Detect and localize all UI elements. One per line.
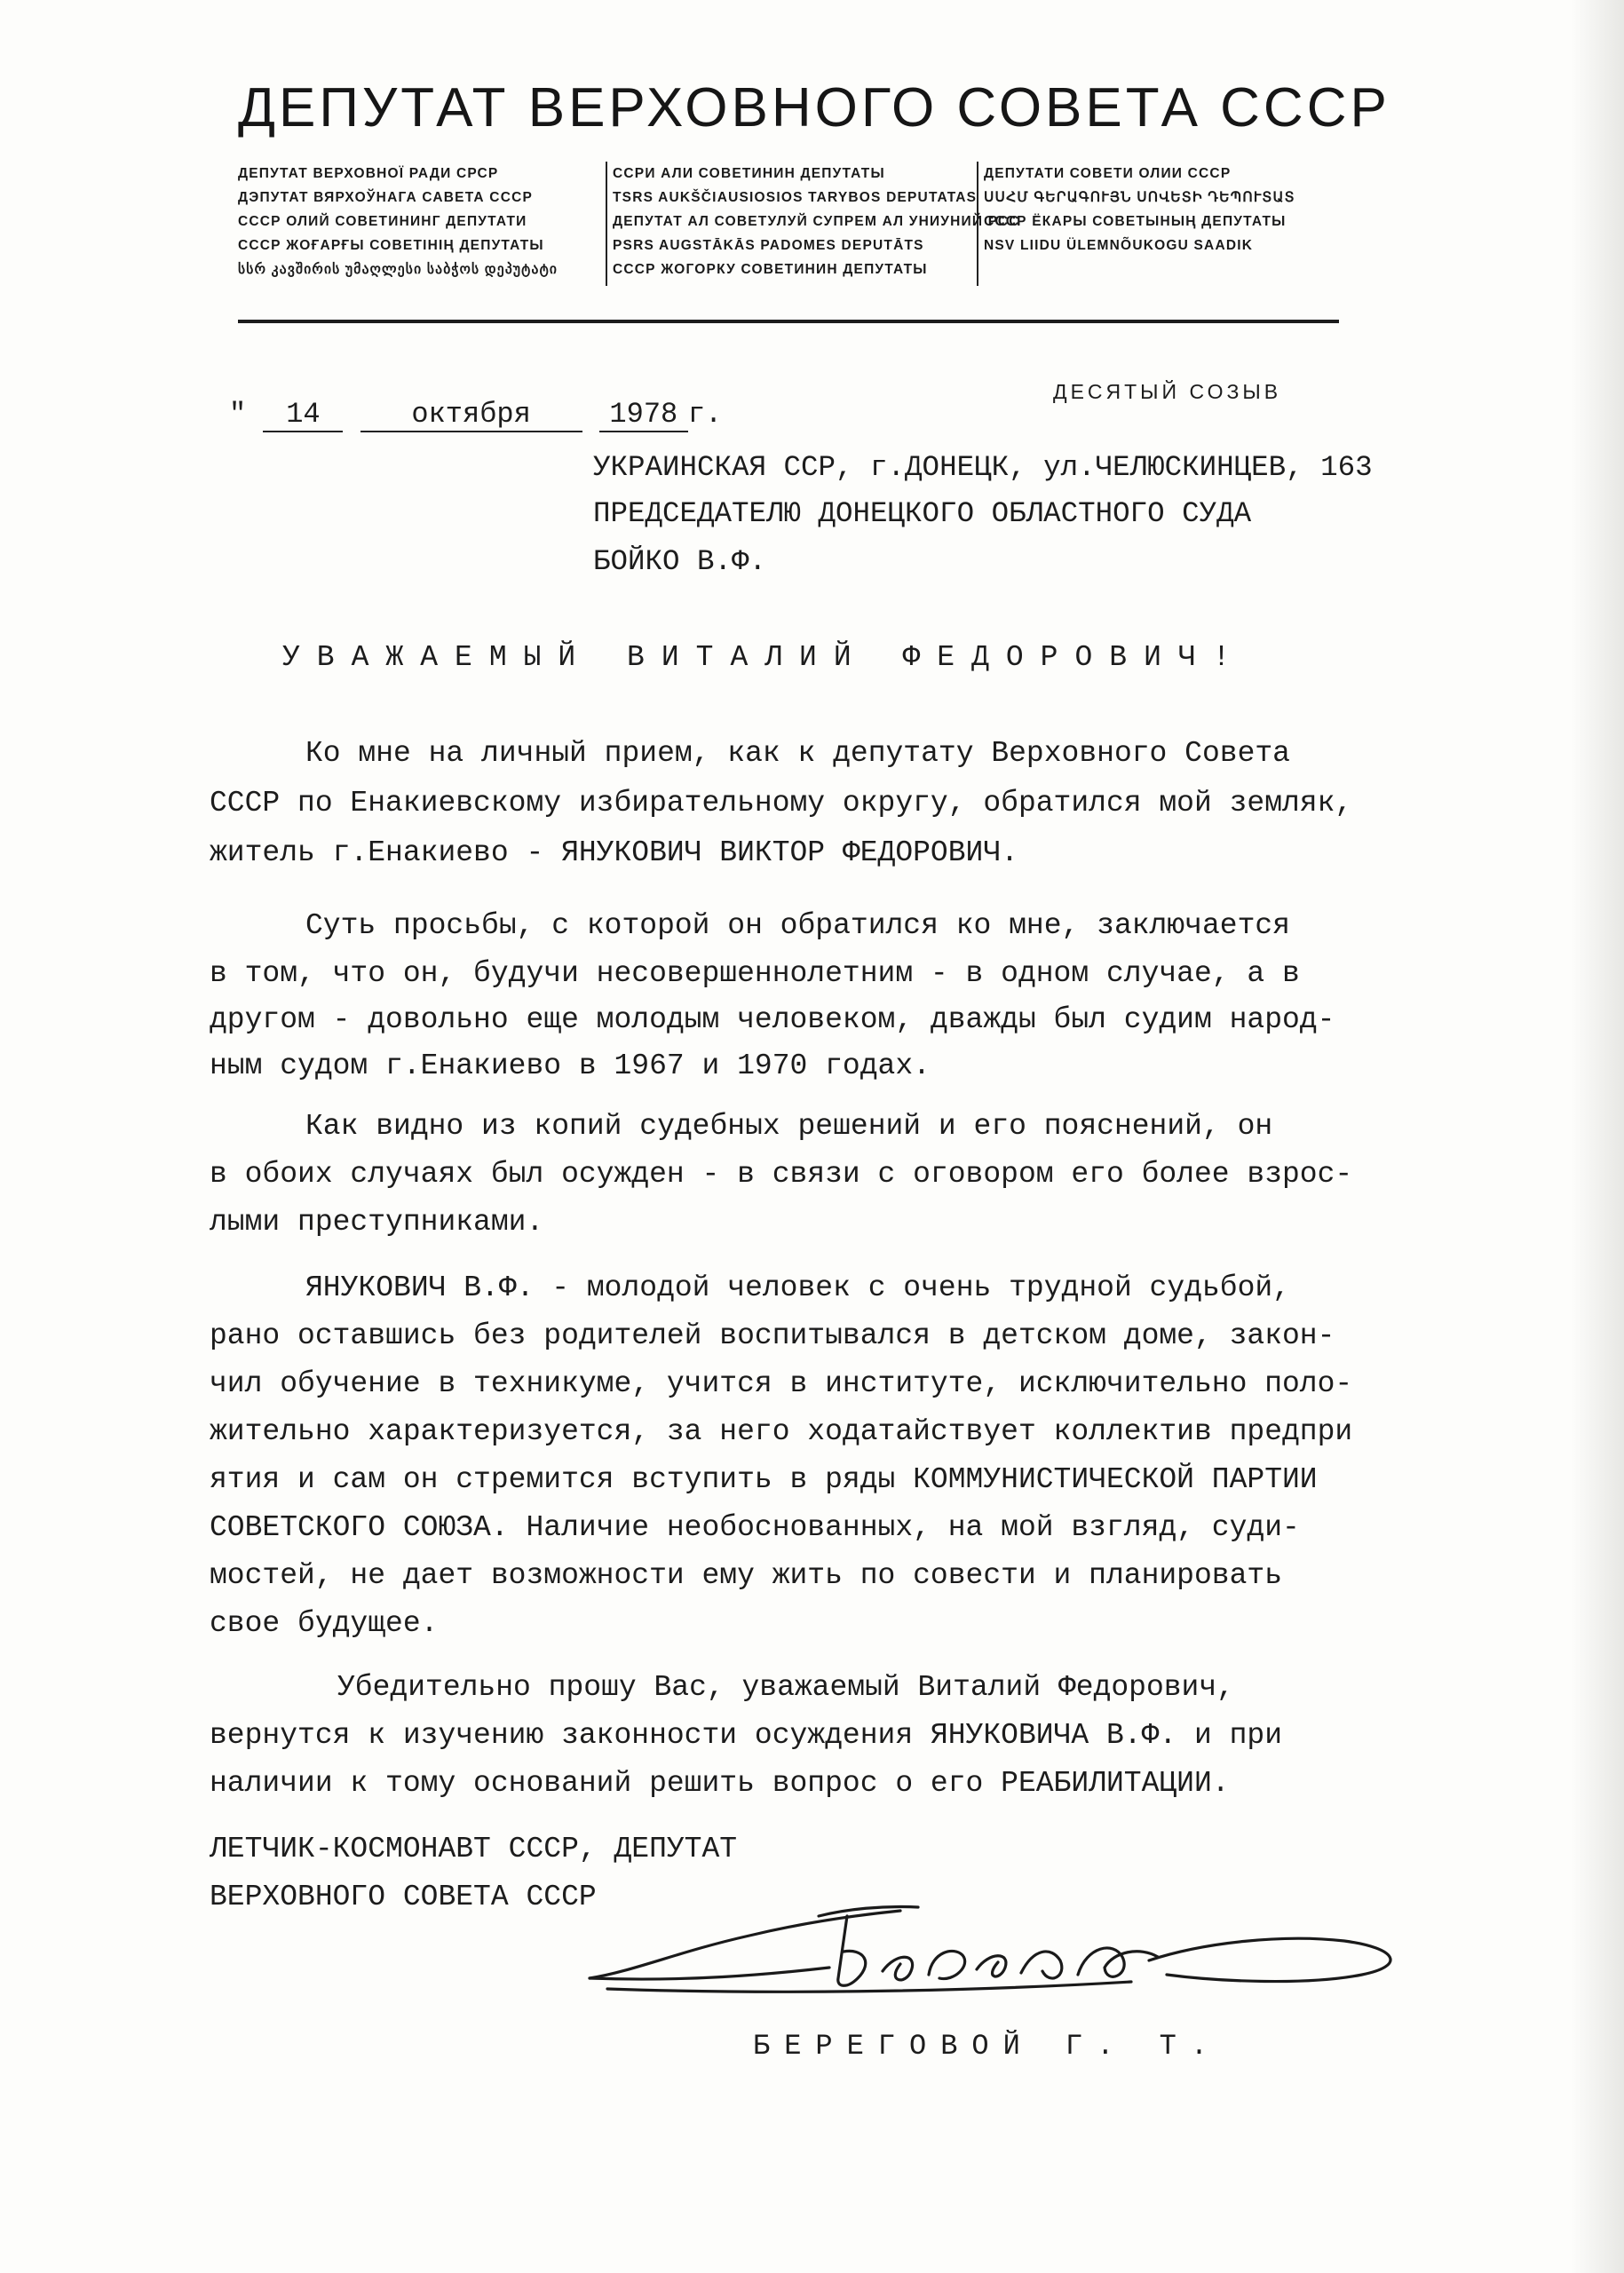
- letterhead-line: ДЕПУТАТ АЛ СОВЕТУЛУЙ СУПРЕМ АЛ УНИУНИЙ РСС: [613, 214, 1020, 229]
- body-line: в обоих случаях был осужден - в связи с оговором его более взрос-: [210, 1158, 1353, 1191]
- date-day: 14: [263, 398, 343, 432]
- letterhead-line: სსრ კავშირის უმაღლესი საბჭოს დეპუტატი: [238, 262, 558, 277]
- letterhead-divider: [238, 320, 1339, 323]
- letterhead-column-middle: [606, 162, 1020, 286]
- letterhead-line: ДЕПУТАТИ СОВЕТИ ОЛИИ СССР: [984, 166, 1232, 181]
- letterhead-line: ՍՍՀՄ ԳԵՐԱԳՈՒՅՆ ՍՈՎԵՏԻ ԴԵՊՈՒՏԱՏ: [984, 190, 1295, 205]
- letterhead-column-right: [978, 162, 1351, 286]
- letterhead-line: ССРИ АЛИ СОВЕТИНИН ДЕПУТАТЫ: [613, 166, 885, 181]
- letterhead-languages: [233, 162, 1351, 286]
- body-line: вернутся к изучению законности осуждения ЯНУКОВИЧА В.Ф. и при: [210, 1719, 1282, 1752]
- body-line: Ко мне на личный прием, как к депутату Верховного Совета: [305, 737, 1290, 770]
- address-recipient: БОЙКО В.Ф.: [593, 545, 767, 578]
- body-line: Как видно из копий судебных решений и его пояснений, он: [305, 1110, 1273, 1143]
- signer-name: БЕРЕГОВОЙ Г. Т.: [753, 2030, 1223, 2063]
- body-line: рано оставшись без родителей воспитывался в детском доме, закон-: [210, 1319, 1335, 1352]
- body-line: Суть просьбы, с которой он обратился ко мне, заключается: [305, 909, 1290, 942]
- date-year: 1978: [599, 398, 688, 432]
- date-suffix: г.: [687, 398, 723, 431]
- letterhead-line: PSRS AUGSTĀKĀS PADOMES DEPUTĀTS: [613, 238, 924, 253]
- body-line: жительно характеризуется, за него ходатайствует коллектив предпри: [210, 1415, 1353, 1448]
- page-edge-shadow: [1571, 0, 1624, 2273]
- closing-title: ЛЕТЧИК-КОСМОНАВТ СССР, ДЕПУТАТ: [210, 1833, 738, 1865]
- letter-date: [229, 398, 722, 432]
- address-line: УКРАИНСКАЯ ССР, г.ДОНЕЦК, ул.ЧЕЛЮСКИНЦЕВ, 163: [593, 451, 1373, 484]
- date-prefix: ": [229, 398, 247, 431]
- letterhead-line: СССР ОЛИЙ СОВЕТИНИНГ ДЕПУТАТИ: [238, 214, 527, 229]
- letterhead-line: ДЕПУТАТ ВЕРХОВНОЇ РАДИ СРСР: [238, 166, 499, 181]
- letterhead-line: ДЭПУТАТ ВЯРХОЎНАГА САВЕТА СССР: [238, 190, 534, 205]
- body-line: ЯНУКОВИЧ В.Ф. - молодой человек с очень трудной судьбой,: [305, 1271, 1290, 1304]
- address-line: ПРЕДСЕДАТЕЛЮ ДОНЕЦКОГО ОБЛАСТНОГО СУДА: [593, 497, 1252, 530]
- body-line: Убедительно прошу Вас, уважаемый Виталий Федорович,: [337, 1671, 1234, 1704]
- salutation: УВАЖАЕМЫЙ ВИТАЛИЙ ФЕДОРОВИЧ!: [282, 641, 1248, 674]
- letterhead-title: ДЕПУТАТ ВЕРХОВНОГО СОВЕТА СССР: [238, 77, 1390, 139]
- letterhead-line: TSRS AUKŠČIAUSIOSIOS TARYBOS DEPUTATAS: [613, 190, 978, 205]
- body-line: в том, что он, будучи несовершеннолетним - в одном случае, а в: [210, 957, 1300, 990]
- letterhead-line: NSV LIIDU ÜLEMNÕUKOGU SAADIK: [984, 238, 1254, 253]
- body-line: лыми преступниками.: [210, 1206, 544, 1239]
- body-line: свое будущее.: [210, 1607, 439, 1640]
- body-line: наличии к тому оснований решить вопрос о его РЕАБИЛИТАЦИИ.: [210, 1767, 1230, 1800]
- letterhead-line: СССР ЖОГОРКУ СОВЕТИНИН ДЕПУТАТЫ: [613, 262, 928, 277]
- handwritten-signature: [581, 1889, 1415, 2005]
- letterhead-line: СССР ЁКАРЫ СОВЕТЫНЫҢ ДЕПУТАТЫ: [984, 214, 1287, 229]
- body-line: житель г.Енакиево - ЯНУКОВИЧ ВИКТОР ФЕДОРОВИЧ.: [210, 836, 1018, 869]
- closing-title: ВЕРХОВНОГО СОВЕТА СССР: [210, 1881, 597, 1913]
- date-month: октября: [360, 398, 582, 432]
- body-line: СОВЕТСКОГО СОЮЗА. Наличие необоснованных, на мой взгляд, суди-: [210, 1511, 1300, 1544]
- body-line: чил обучение в техникуме, учится в институте, исключительно поло-: [210, 1367, 1353, 1400]
- body-line: другом - довольно еще молодым человеком, дважды был судим народ-: [210, 1003, 1335, 1036]
- body-line: ятия и сам он стремится вступить в ряды КОММУНИСТИЧЕСКОЙ ПАРТИИ: [210, 1463, 1318, 1496]
- letterhead-column-left: [233, 162, 606, 286]
- body-line: ным судом г.Енакиево в 1967 и 1970 годах.: [210, 1049, 931, 1082]
- letterhead-line: СССР ЖОҒАРҒЫ СОВЕТІНІҢ ДЕПУТАТЫ: [238, 238, 544, 253]
- body-line: СССР по Енакиевскому избирательному округу, обратился мой земляк,: [210, 787, 1353, 820]
- body-line: мостей, не дает возможности ему жить по совести и планировать: [210, 1559, 1282, 1592]
- convocation-label: ДЕСЯТЫЙ СОЗЫВ: [1053, 380, 1282, 403]
